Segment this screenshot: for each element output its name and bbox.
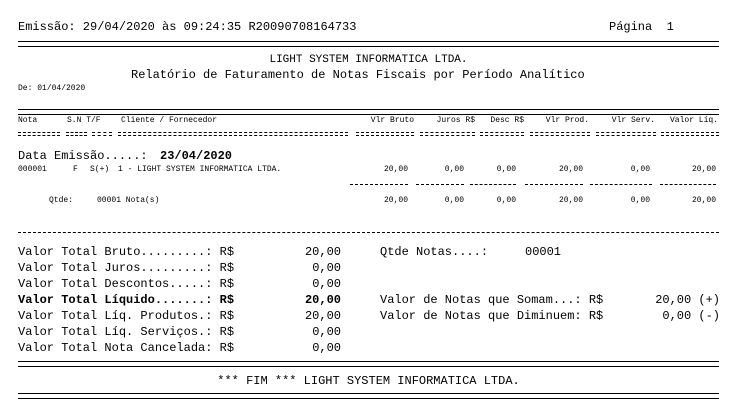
group-label: Data Emissão.....: [18,149,148,163]
total-liquido-value: 20,00 [304,293,341,307]
total-descontos-label: Valor Total Descontos.....: R$ [18,277,235,291]
subtotal-dash [590,184,652,185]
subtotal-juros: 0,00 [444,196,464,205]
total-servicos-value: 0,00 [312,325,341,339]
total-juros-value: 0,00 [312,261,341,275]
cell-sn: F [73,165,78,174]
subtotal-liq: 20,00 [691,196,716,205]
col-underline [596,132,656,136]
total-juros-label: Valor Total Juros.........: R$ [18,261,235,275]
cell-prod: 20,00 [558,165,583,174]
subtotal-prod: 20,00 [558,196,583,205]
total-liquido-label: Valor Total Líquido.......: R$ [18,293,235,307]
total-bruto-value: 20,00 [304,245,341,259]
col-underline [356,132,414,136]
subtotal-label: Qtde: [49,196,74,205]
col-header-valor-liq: Valor Líq. [669,116,718,125]
col-underline [118,132,348,136]
emission-info: Emissão: 29/04/2020 às 09:24:35 R20090708164733 [18,20,357,34]
total-cancelada-value: 0,00 [312,341,341,355]
cell-bruto: 20,00 [383,165,408,174]
group-date: 23/04/2020 [160,149,233,163]
col-underline [661,132,719,136]
total-descontos-value: 0,00 [312,277,341,291]
page-number: Página 1 [609,20,674,34]
cell-juros: 0,00 [444,165,464,174]
company-name: LIGHT SYSTEM INFORMATICA LTDA. [269,54,468,66]
notas-diminuem-value: 0,00 (-) [662,309,720,323]
report-period: De: 01/04/2020 [18,84,86,93]
col-header-vlr-bruto: Vlr Bruto [370,116,414,125]
cell-cliente: 1 - LIGHT SYSTEM INFORMATICA LTDA. [118,165,282,174]
subtotal-dash [416,184,464,185]
total-produtos-value: 20,00 [304,309,341,323]
col-underline [480,132,524,136]
subtotal-dash [470,184,516,185]
double-rule [18,109,719,115]
col-underline [420,132,475,136]
col-underline [66,132,87,136]
cell-nota: 000001 [18,165,47,174]
col-header-juros: Juros R$ [436,116,475,125]
subtotal-desc: 0,00 [496,196,516,205]
subtotal-serv: 0,00 [630,196,650,205]
subtotal-dash [350,184,408,185]
total-produtos-label: Valor Total Líq. Produtos.: R$ [18,309,235,323]
qtde-notas-value: 00001 [525,245,562,259]
col-header-sn-tf: S.N T/F [67,116,101,125]
subtotal-count: 00001 Nota(s) [97,196,160,205]
double-rule [18,393,719,399]
double-rule [18,41,719,47]
double-rule [18,361,719,367]
col-header-cliente: Cliente / Fornecedor [121,116,218,125]
cell-serv: 0,00 [630,165,650,174]
subtotal-bruto: 20,00 [383,196,408,205]
report-title: Relatório de Faturamento de Notas Fiscais por Período Analítico [131,68,585,82]
report-end: *** FIM *** LIGHT SYSTEM INFORMATICA LTDA. [217,374,520,388]
dashed-rule [18,232,719,233]
col-header-vlr-serv: Vlr Serv. [611,116,655,125]
notas-somam-label: Valor de Notas que Somam...: R$ [380,293,604,307]
subtotal-dash [660,184,716,185]
col-underline [530,132,590,136]
total-servicos-label: Valor Total Líq. Serviços.: R$ [18,325,235,339]
qtde-notas-label: Qtde Notas....: [380,245,489,259]
col-underline [18,132,60,136]
total-bruto-label: Valor Total Bruto.........: R$ [18,245,235,259]
cell-liq: 20,00 [691,165,716,174]
col-underline [92,132,112,136]
cell-tf: S(+) [90,165,110,174]
total-cancelada-label: Valor Total Nota Cancelada: R$ [18,341,235,355]
notas-somam-value: 20,00 (+) [655,293,720,307]
cell-desc: 0,00 [496,165,516,174]
col-header-nota: Nota [18,116,38,125]
col-header-vlr-prod: Vlr Prod. [545,116,589,125]
notas-diminuem-label: Valor de Notas que Diminuem: R$ [380,309,604,323]
subtotal-dash [525,184,583,185]
col-header-desc: Desc R$ [490,116,524,125]
